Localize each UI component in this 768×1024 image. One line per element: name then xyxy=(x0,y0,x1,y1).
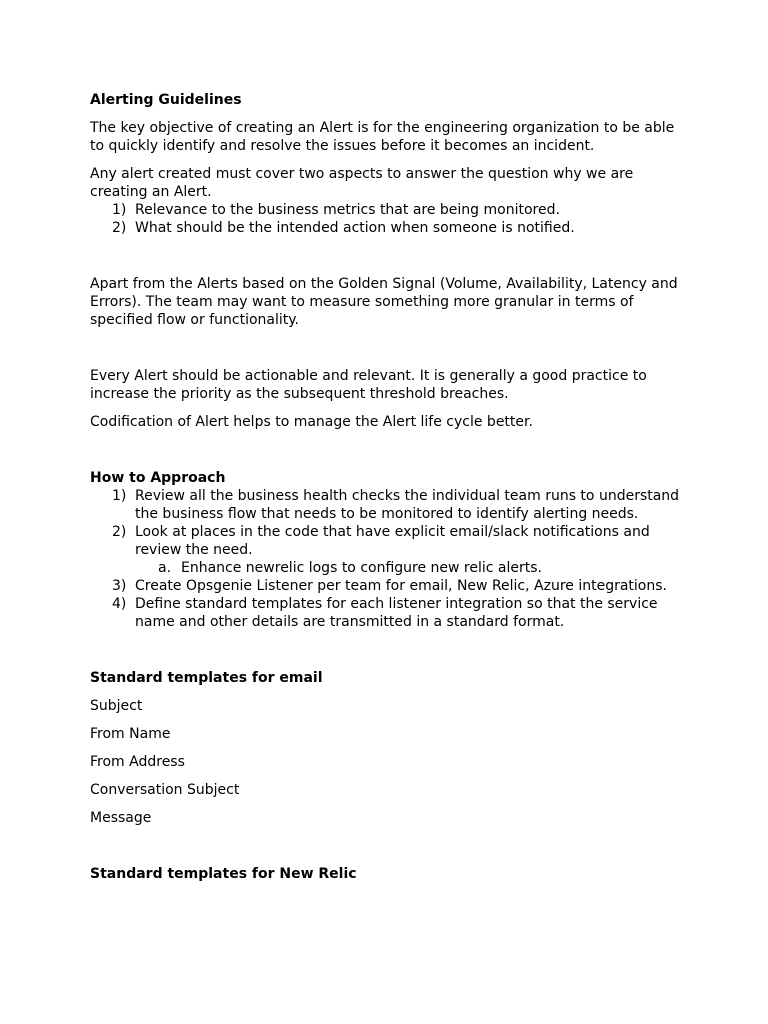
list-number: 1) xyxy=(112,488,127,504)
paragraph-alert-aspects: Any alert created must cover two aspects to answer the question why we are creating an Alert. xyxy=(90,166,634,200)
list-text: Relevance to the business metrics that are being monitored. xyxy=(135,202,560,218)
list-item xyxy=(90,487,690,523)
list-number: 3) xyxy=(112,578,127,594)
list-text: Review all the business health checks the individual team runs to understand the business flow that needs to be monitored to identify alerting needs. xyxy=(135,488,680,522)
heading-email-templates: Standard templates for email xyxy=(90,670,323,686)
list-number: 2) xyxy=(112,524,127,540)
paragraph-codification: Codification of Alert helps to manage the Alert life cycle better. xyxy=(90,414,533,430)
heading-alerting-guidelines: Alerting Guidelines xyxy=(90,92,242,108)
document-page xyxy=(90,91,690,883)
list-text: Define standard templates for each listener integration so that the service name and other details are transmitted in a standard format. xyxy=(135,596,658,630)
sub-list-item xyxy=(90,559,690,577)
approach-list xyxy=(90,487,690,631)
aspects-list xyxy=(90,201,690,237)
sub-list-text: Enhance newrelic logs to configure new relic alerts. xyxy=(181,560,542,576)
list-number: 2) xyxy=(112,220,127,236)
list-number: 4) xyxy=(112,596,127,612)
email-field-from-address: From Address xyxy=(90,754,185,770)
email-field-subject: Subject xyxy=(90,698,143,714)
email-field-conversation-subject: Conversation Subject xyxy=(90,782,240,798)
list-item xyxy=(90,595,690,631)
email-field-from-name: From Name xyxy=(90,726,171,742)
heading-new-relic-templates: Standard templates for New Relic xyxy=(90,866,357,882)
email-field-message: Message xyxy=(90,810,152,826)
paragraph-golden-signal: Apart from the Alerts based on the Golden Signal (Volume, Availability, Latency and Errors). The team may want to measure something more granular in terms of specified flow or functionality. xyxy=(90,276,678,328)
paragraph-actionable: Every Alert should be actionable and relevant. It is generally a good practice to increase the priority as the subsequent threshold breaches. xyxy=(90,368,647,402)
list-number: 1) xyxy=(112,202,127,218)
list-text: Create Opsgenie Listener per team for email, New Relic, Azure integrations. xyxy=(135,578,667,594)
list-item xyxy=(90,219,690,237)
list-text: What should be the intended action when someone is notified. xyxy=(135,220,575,236)
list-item xyxy=(90,201,690,219)
sub-list-letter: a. xyxy=(158,560,172,576)
list-text: Look at places in the code that have explicit email/slack notifications and review the need. xyxy=(135,524,650,558)
heading-how-to-approach: How to Approach xyxy=(90,470,226,486)
paragraph-key-objective: The key objective of creating an Alert is for the engineering organization to be able to quickly identify and resolve the issues before it becomes an incident. xyxy=(90,120,675,154)
list-item xyxy=(90,523,690,559)
list-item xyxy=(90,577,690,595)
